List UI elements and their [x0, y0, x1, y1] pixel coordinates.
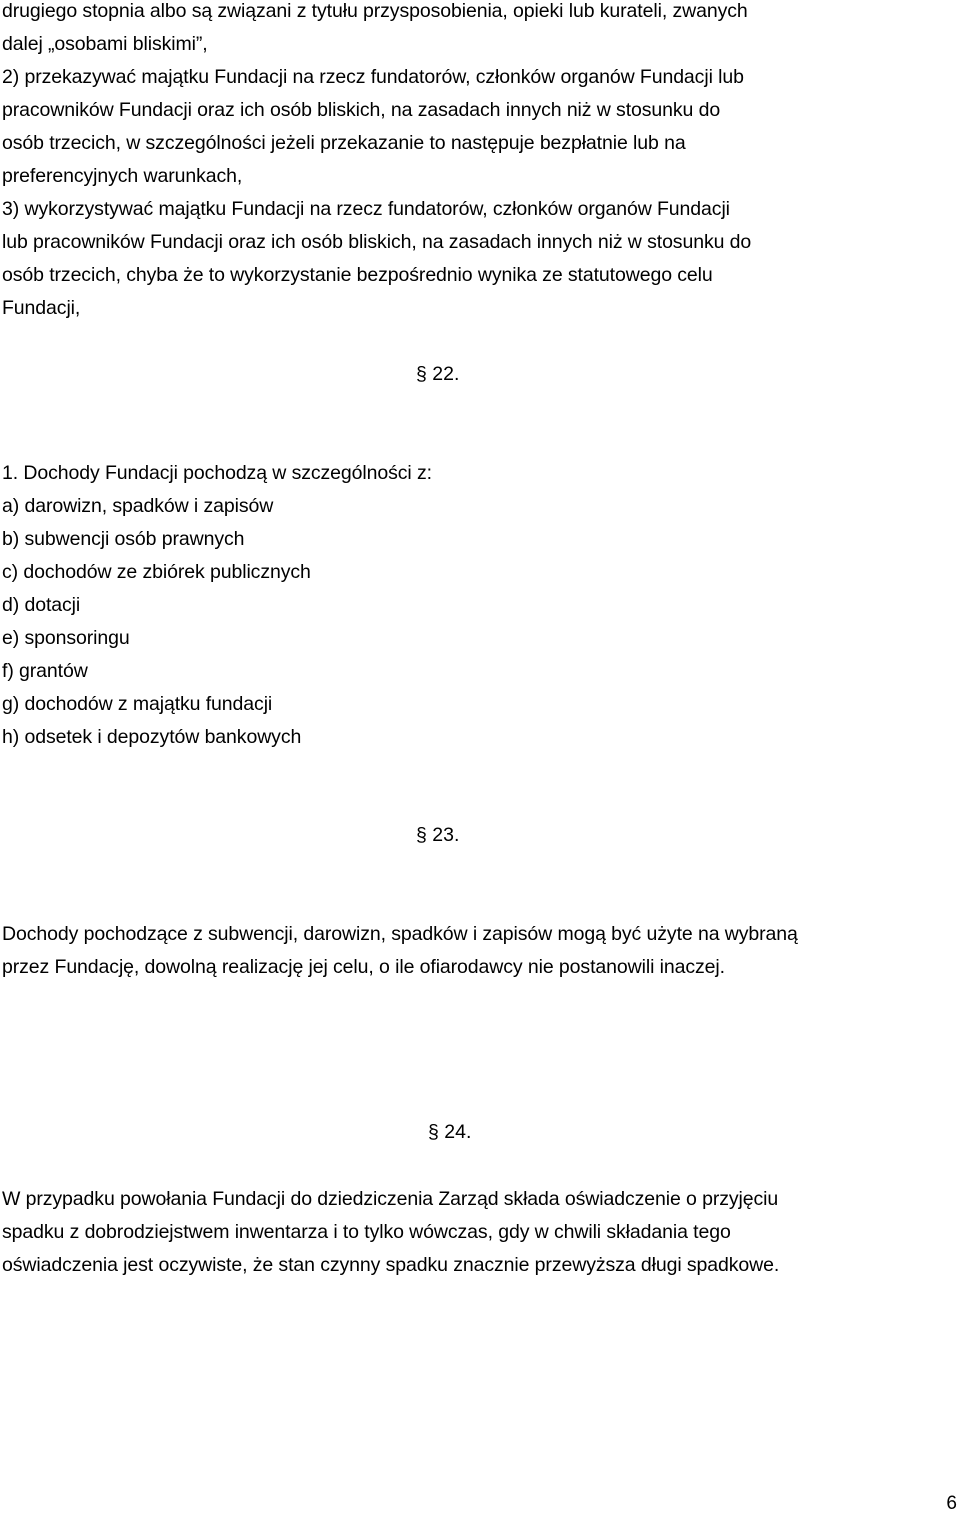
text-line: przez Fundację, dowolną realizację jej celu, o ile ofiarodawcy nie postanowili inaczej.	[2, 956, 725, 978]
list-item: a) darowizn, spadków i zapisów	[2, 495, 274, 517]
list-item: h) odsetek i depozytów bankowych	[2, 726, 302, 748]
text-line: 1. Dochody Fundacji pochodzą w szczególności z:	[2, 462, 432, 484]
text-line: osób trzecich, chyba że to wykorzystanie bezpośrednio wynika ze statutowego celu	[2, 264, 713, 286]
text-line: Dochody pochodzące z subwencji, darowizn, spadków i zapisów mogą być użyte na wybraną	[2, 923, 798, 945]
text-line: spadku z dobrodziejstwem inwentarza i to tylko wówczas, gdy w chwili składania tego	[2, 1221, 731, 1243]
text-line: osób trzecich, w szczególności jeżeli przekazanie to następuje bezpłatnie lub na	[2, 132, 686, 154]
page-number: 6	[946, 1493, 957, 1514]
text-line: Fundacji,	[2, 297, 81, 319]
list-item: b) subwencji osób prawnych	[2, 528, 245, 550]
section-heading-22: § 22.	[416, 363, 460, 385]
list-item: d) dotacji	[2, 594, 81, 616]
text-line: pracowników Fundacji oraz ich osób bliskich, na zasadach innych niż w stosunku do	[2, 99, 721, 121]
list-item: c) dochodów ze zbiórek publicznych	[2, 561, 311, 583]
text-line: lub pracowników Fundacji oraz ich osób bliskich, na zasadach innych niż w stosunku do	[2, 231, 752, 253]
section-heading-24: § 24.	[428, 1121, 472, 1143]
text-line: 2) przekazywać majątku Fundacji na rzecz fundatorów, członków organów Fundacji lub	[2, 66, 744, 88]
list-item: f) grantów	[2, 660, 88, 682]
text-line: oświadczenia jest oczywiste, że stan czynny spadku znacznie przewyższa długi spadkowe.	[2, 1254, 780, 1276]
text-line: W przypadku powołania Fundacji do dziedziczenia Zarząd składa oświadczenie o przyjęciu	[2, 1188, 779, 1210]
text-line: drugiego stopnia albo są związani z tytułu przysposobienia, opieki lub kurateli, zwanych	[2, 0, 748, 22]
text-line: dalej „osobami bliskimi”,	[2, 33, 208, 55]
section-heading-23: § 23.	[416, 824, 460, 846]
text-line: preferencyjnych warunkach,	[2, 165, 243, 187]
text-line: 3) wykorzystywać majątku Fundacji na rzecz fundatorów, członków organów Fundacji	[2, 198, 730, 220]
list-item: e) sponsoringu	[2, 627, 130, 649]
list-item: g) dochodów z majątku fundacji	[2, 693, 273, 715]
